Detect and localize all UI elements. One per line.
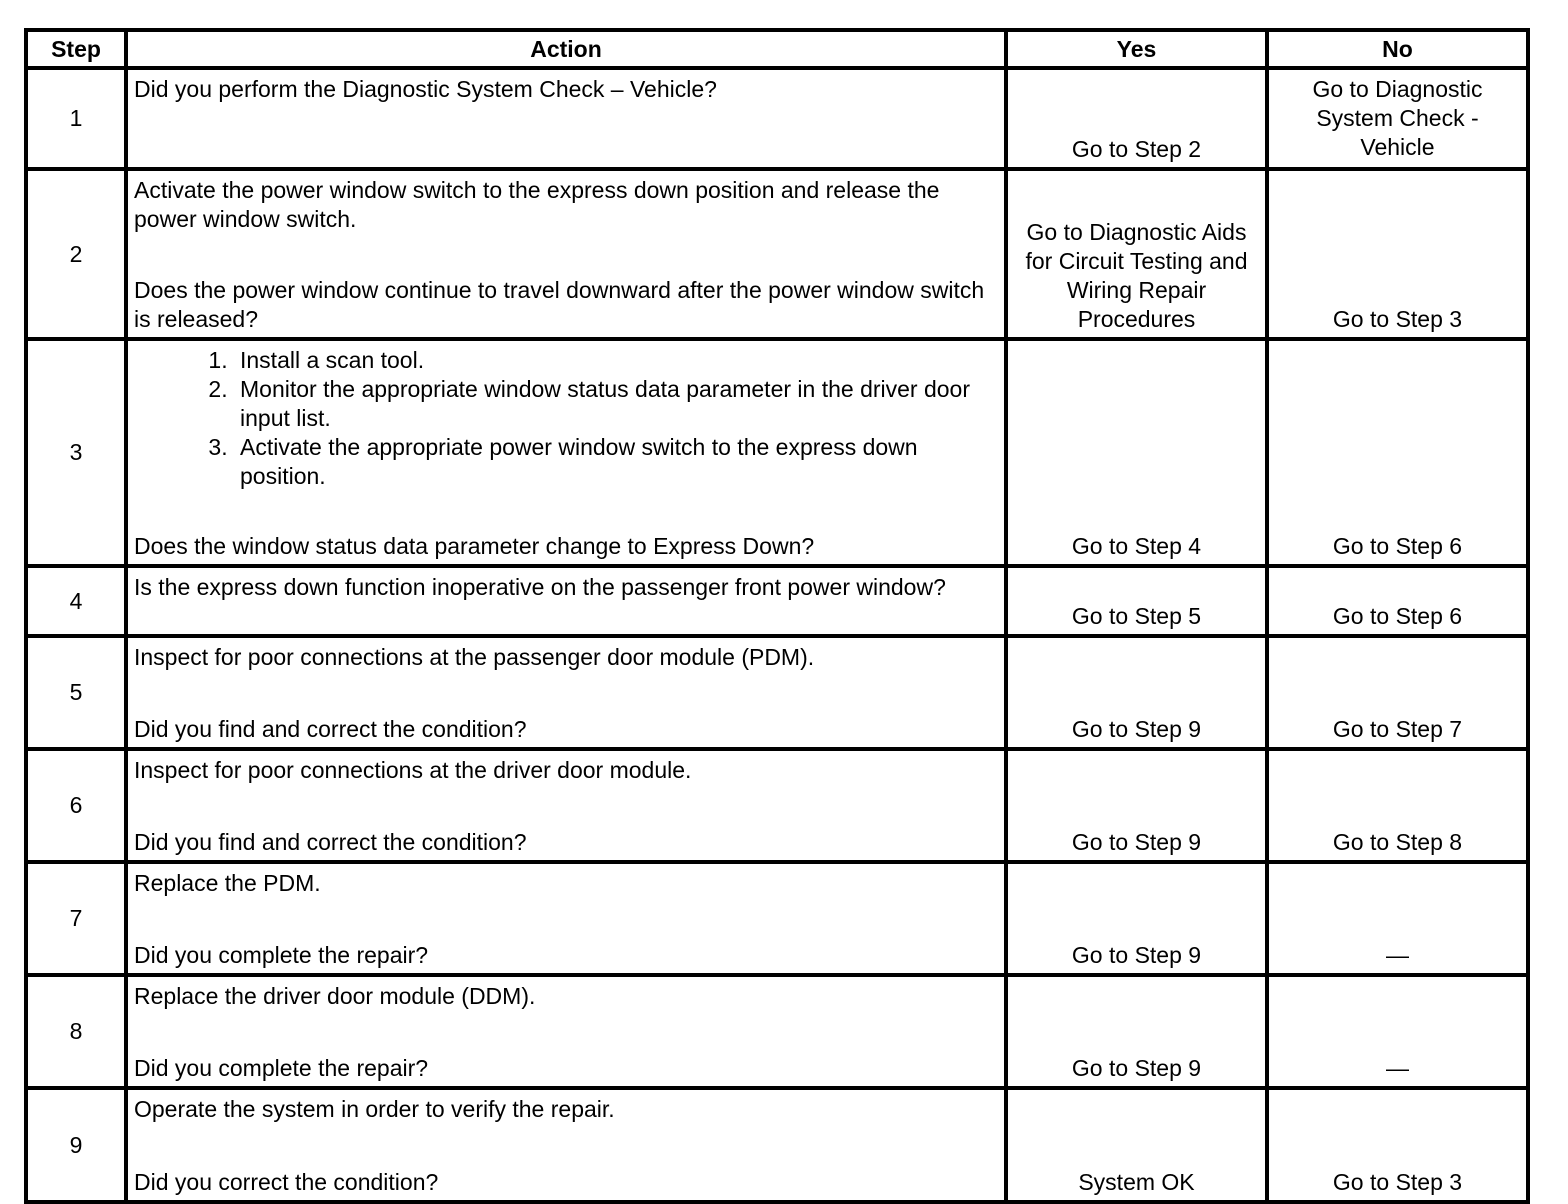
yes-cell: Go to Step 5 (1006, 566, 1267, 636)
header-action: Action (126, 30, 1006, 68)
table-row (26, 566, 1528, 636)
table-row (26, 975, 1528, 1088)
table-row (26, 862, 1528, 975)
action-question: Did you correct the condition? (134, 1169, 439, 1195)
no-cell: Go to Step 3 (1267, 169, 1528, 339)
no-cell: Go to Step 6 (1267, 339, 1528, 566)
action-cell (126, 339, 1006, 566)
action-text: Activate the power window switch to the express down position and release the power window switch. (134, 177, 940, 232)
table-row (26, 1088, 1528, 1202)
step-number: 8 (26, 975, 126, 1088)
action-text: Is the express down function inoperative on the passenger front power window? (134, 574, 946, 600)
table-row (26, 636, 1528, 749)
table-row (26, 749, 1528, 862)
step-number: 4 (26, 566, 126, 636)
table-row (26, 68, 1528, 169)
no-cell: Go to Step 7 (1267, 636, 1528, 749)
yes-cell: Go to Step 9 (1006, 862, 1267, 975)
action-cell (126, 566, 1006, 636)
yes-cell: Go to Step 4 (1006, 339, 1267, 566)
substep-item: 1. Install a scan tool. (234, 346, 998, 375)
action-text: Operate the system in order to verify the repair. (134, 1096, 615, 1122)
no-cell (1267, 68, 1528, 169)
no-cell: Go to Step 6 (1267, 566, 1528, 636)
action-question: Did you find and correct the condition? (134, 829, 527, 855)
action-question: Did you complete the repair? (134, 1055, 429, 1081)
action-cell (126, 636, 1006, 749)
action-text: Did you perform the Diagnostic System Check – Vehicle? (134, 76, 717, 102)
header-yes: Yes (1006, 30, 1267, 68)
header-no: No (1267, 30, 1528, 68)
action-cell (126, 862, 1006, 975)
no-cell: Go to Step 8 (1267, 749, 1528, 862)
action-question: Does the power window continue to travel downward after the power window switch is released? (134, 277, 985, 332)
table-row (26, 339, 1528, 566)
no-cell: Go to Step 3 (1267, 1088, 1528, 1202)
action-cell (126, 1088, 1006, 1202)
step-number: 2 (26, 169, 126, 339)
substep-item: 2. Monitor the appropriate window status data parameter in the driver door input list. (234, 375, 998, 433)
action-text: Inspect for poor connections at the passenger door module (PDM). (134, 644, 815, 670)
no-cell: — (1267, 975, 1528, 1088)
diagnostic-table (24, 28, 1530, 1204)
yes-cell: Go to Step 2 (1006, 68, 1267, 169)
yes-cell: Go to Step 9 (1006, 975, 1267, 1088)
step-number: 9 (26, 1088, 126, 1202)
header-step: Step (26, 30, 126, 68)
action-cell (126, 169, 1006, 339)
substep-item: 3. Activate the appropriate power window switch to the express down position. (234, 433, 998, 491)
step-number: 1 (26, 68, 126, 169)
action-cell (126, 68, 1006, 169)
action-cell (126, 749, 1006, 862)
step-number: 6 (26, 749, 126, 862)
yes-cell: System OK (1006, 1088, 1267, 1202)
action-question: Does the window status data parameter change to Express Down? (134, 533, 815, 559)
no-text: Go to Diagnostic System Check - Vehicle (1312, 76, 1483, 160)
yes-cell: Go to Diagnostic Aids for Circuit Testing and Wiring Repair Procedures (1006, 169, 1267, 339)
table-row (26, 169, 1528, 339)
action-text: Replace the PDM. (134, 870, 321, 896)
action-question: Did you find and correct the condition? (134, 716, 527, 742)
action-text: Inspect for poor connections at the driver door module. (134, 757, 692, 783)
no-cell: — (1267, 862, 1528, 975)
yes-cell: Go to Step 9 (1006, 749, 1267, 862)
step-number: 7 (26, 862, 126, 975)
step-number: 3 (26, 339, 126, 566)
yes-cell: Go to Step 9 (1006, 636, 1267, 749)
action-question: Did you complete the repair? (134, 942, 429, 968)
step-number: 5 (26, 636, 126, 749)
substep-list (134, 346, 998, 491)
table-header-row (26, 30, 1528, 68)
action-text: Replace the driver door module (DDM). (134, 983, 536, 1009)
action-cell (126, 975, 1006, 1088)
